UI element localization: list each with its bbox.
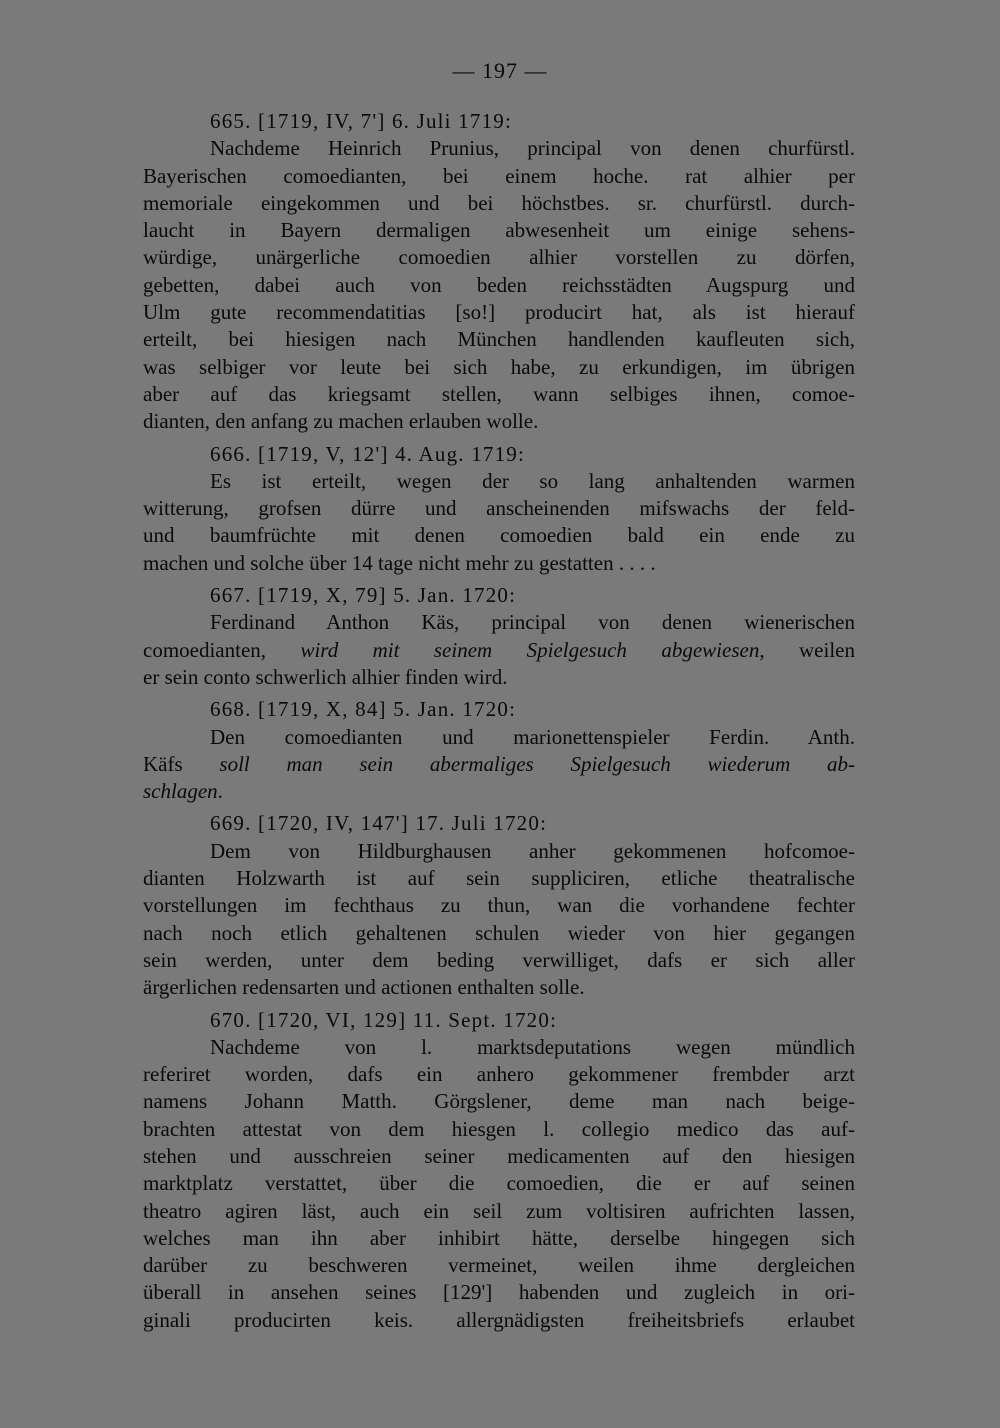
entry-header: 670. [1720, VI, 129] 11. Sept. 1720: bbox=[210, 1007, 558, 1032]
entry-header: 666. [1719, V, 12'] 4. Aug. 1719: bbox=[210, 441, 526, 466]
text-line: nach noch etlich gehaltenen schulen wieder von hier gegangen bbox=[143, 920, 855, 945]
text-line: schlagen. bbox=[143, 779, 223, 804]
text-line: würdige, unärgerliche comoedien alhier vorstellen zu dörfen, bbox=[143, 245, 855, 270]
text-line: referiret worden, dafs ein anhero gekommener frembder arzt bbox=[143, 1062, 855, 1087]
text-line: stehen und ausschreien seiner medicamenten auf den hiesigen bbox=[143, 1143, 855, 1168]
text-line: comoedianten, wird mit seinem Spielgesuch abgewiesen, weilen bbox=[143, 637, 855, 662]
text-line: Nachdeme von l. marktsdeputations wegen mündlich bbox=[210, 1034, 855, 1059]
text-line: Käfs soll man sein abermaliges Spielgesuch wiederum ab- bbox=[143, 751, 856, 776]
text-line: witterung, grofsen dürre und anscheinenden mifswachs der feld- bbox=[143, 496, 855, 521]
text-line: vorstellungen im fechthaus zu thun, wan die vorhandene fechter bbox=[143, 893, 855, 918]
text-line: sein werden, unter dem beding verwilliget, dafs er sich aller bbox=[143, 947, 855, 972]
entry-header: 668. [1719, X, 84] 5. Jan. 1720: bbox=[210, 697, 517, 722]
text-line: und baumfrüchte mit denen comoedien bald ein ende zu bbox=[143, 523, 855, 548]
text-line: welches man ihn aber inhibirt hätte, derselbe hingegen sich bbox=[143, 1225, 855, 1250]
text-line: er sein conto schwerlich alhier finden wird. bbox=[143, 664, 508, 689]
text-line: theatro agiren läst, auch ein seil zum voltisiren aufrichten lassen, bbox=[143, 1198, 855, 1223]
text-line: Nachdeme Heinrich Prunius, principal von denen churfürstl. bbox=[210, 136, 855, 161]
text-line: Ulm gute recommendatitias [so!] producirt hat, als ist hierauf bbox=[143, 300, 855, 325]
text-line: darüber zu beschweren vermeinet, weilen ihme dergleichen bbox=[143, 1253, 855, 1278]
text-line: Es ist erteilt, wegen der so lang anhaltenden warmen bbox=[210, 468, 855, 493]
text-line: was selbiger vor leute bei sich habe, zu erkundigen, im übrigen bbox=[143, 354, 855, 379]
text-line: überall in ansehen seines [129'] habenden und zugleich in ori- bbox=[143, 1280, 855, 1305]
entry-header: 669. [1720, IV, 147'] 17. Juli 1720: bbox=[210, 811, 548, 836]
text-line: Den comoedianten und marionettenspieler Ferdin. Anth. bbox=[210, 724, 855, 749]
text-line: aber auf das kriegsamt stellen, wann selbiges ihnen, comoe- bbox=[143, 381, 855, 406]
page-number: — 197 — bbox=[452, 58, 548, 83]
text-line: laucht in Bayern dermaligen abwesenheit um einige sehens- bbox=[143, 218, 855, 243]
text-line: Bayerischen comoedianten, bei einem hoche. rat alhier per bbox=[143, 163, 855, 188]
text-line: dianten Holzwarth ist auf sein suppliciren, etliche theatralische bbox=[143, 866, 855, 891]
text-line: brachten attestat von dem hiesgen l. collegio medico das auf- bbox=[143, 1116, 855, 1141]
text-line: memoriale eingekommen und bei höchstbes. sr. churfürstl. durch- bbox=[143, 190, 855, 215]
entry-header: 665. [1719, IV, 7'] 6. Juli 1719: bbox=[210, 109, 512, 133]
text-line: ginali producirten keis. allergnädigsten freiheitsbriefs erlaubet bbox=[143, 1307, 855, 1332]
text-line: gebetten, dabei auch von beden reichsstädten Augspurg und bbox=[143, 272, 855, 297]
text-line: marktplatz verstattet, über die comoedien, die er auf seinen bbox=[143, 1171, 855, 1196]
text-line: machen und solche über 14 tage nicht mehr zu gestatten . . . . bbox=[143, 550, 656, 575]
text-line: dianten, den anfang zu machen erlauben wolle. bbox=[143, 409, 539, 434]
text-line: erteilt, bei hiesigen nach München handlenden kaufleuten sich, bbox=[143, 327, 855, 352]
document-body bbox=[143, 108, 855, 1334]
text-line: ärgerlichen redensarten und actionen enthalten solle. bbox=[143, 975, 585, 1000]
entry-header: 667. [1719, X, 79] 5. Jan. 1720: bbox=[210, 583, 517, 608]
text-line: Dem von Hildburghausen anher gekommenen hofcomoe- bbox=[210, 838, 855, 863]
text-line: namens Johann Matth. Görgslener, deme man nach beige- bbox=[143, 1089, 855, 1114]
text-line: Ferdinand Anthon Käs, principal von denen wienerischen bbox=[210, 610, 855, 635]
